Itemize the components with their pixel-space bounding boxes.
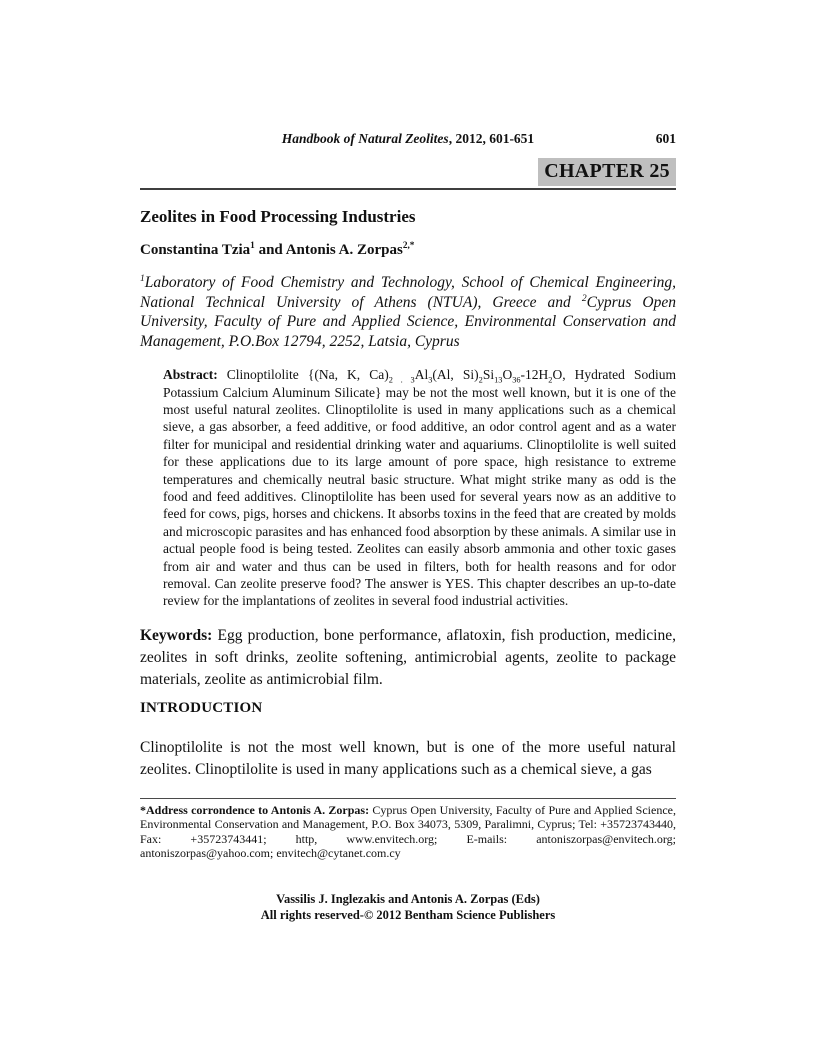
chapter-row [140, 158, 676, 186]
abstract [163, 366, 676, 610]
keywords-label: Keywords: [140, 626, 213, 644]
footnote-text: Cyprus Open University, Faculty of Pure and Applied Science, Environmental Conservation and Management, P.O. Box 34073, 5309, Paralimni, Cyprus; Tel: +35723743440, Fax: +35723743441; http, www.envitech.org; E-mails: antoniszorpas@envitech.org; antoniszorpas@yahoo.com; envitech@cytanet.com.cy [140, 802, 676, 861]
abstract-formula-sub6: 2 [548, 375, 553, 385]
abstract-formula-t4: Si [482, 367, 495, 383]
author-1: Constantina Tzia [140, 241, 251, 258]
page-number: 601 [655, 131, 676, 146]
abstract-formula-t2: Al [414, 367, 429, 383]
page-footer [140, 891, 676, 924]
keywords [140, 625, 676, 691]
authors-line [140, 241, 676, 261]
author-2: Antonis A. Zorpas [285, 241, 403, 258]
affiliation-2: Cyprus Open University, Faculty of Pure and Applied Science, Environmental Conservation and Management, P.O.Box 12794, 2252, Latsia, Cyprus [140, 293, 676, 350]
abstract-formula-t6: -12H [520, 367, 549, 383]
footer-editors: Vassilis J. Inglezakis and Antonis A. Zorpas (Eds) [276, 891, 540, 906]
abstract-formula-t5: O [502, 367, 513, 383]
chapter-badge: CHAPTER 25 [538, 158, 676, 186]
section-heading-introduction: INTRODUCTION [140, 699, 263, 716]
affiliation-1-superscript: 1 [140, 272, 145, 284]
abstract-formula-t3: (Al, Si) [432, 367, 479, 383]
abstract-formula-sub4: 13 [494, 375, 503, 385]
introduction-paragraph: Clinoptilolite is not the most well known, but is one of the more useful natural zeolites. Clinoptilolite is used in many applications such as a chemical sieve, a gas [140, 738, 676, 779]
footnote [140, 803, 676, 861]
keywords-text: Egg production, bone performance, aflatoxin, fish production, medicine, zeolites in soft drinks, zeolite softening, antimicrobial agents, zeolite to package materials, zeolite as antimicrobial film. [140, 626, 676, 688]
article-title: Zeolites in Food Processing Industries [140, 207, 416, 227]
header-rule [140, 188, 676, 190]
abstract-formula-sub5: 36 [512, 375, 521, 385]
running-header [140, 131, 676, 147]
abstract-formula-sub3: 2 [478, 375, 483, 385]
author-1-superscript: 1 [250, 240, 255, 251]
abstract-formula-t1: Clinoptilolite {(Na, K, Ca) [217, 367, 389, 383]
author-2-superscript: 2,* [402, 240, 415, 251]
abstract-label: Abstract: [163, 367, 218, 383]
authors-joiner: and [254, 241, 286, 258]
affiliation-2-superscript: 2 [581, 292, 587, 304]
abstract-formula-sub2: 3 [428, 375, 433, 385]
footer-rights: All rights reserved-© 2012 Bentham Science Publishers [260, 908, 556, 923]
affiliations [140, 273, 676, 351]
page-content [140, 131, 676, 923]
journal-issue-info: , 2012, 601-651 [448, 131, 535, 146]
footnote-rule [140, 798, 676, 799]
journal-title: Handbook of Natural Zeolites [281, 131, 449, 146]
abstract-formula-sub1: 2 . 3 [388, 375, 415, 385]
running-header-text [282, 131, 534, 146]
footnote-label: *Address corrondence to Antonis A. Zorpas: [140, 802, 370, 817]
abstract-body: O, Hydrated Sodium Potassium Calcium Aluminum Silicate} may be not the most well known, but it is one of the most useful natural zeolites. Clinoptilolite is used in many applications such as a chemical sieve, a gas absorber, a feed additive, or food additive, an odor control agent and as a water filter for municipal and residential drinking water and aquariums. Clinoptilolite is well suited for these applications due to its large amount of pore space, high resistance to extreme temperatures and chemically neutral basic structure. What might strike many as odd is the food and feed additives. Clinoptilolite has been used for several years now as an additive to feed for cows, pigs, horses and chickens. It absorbs toxins in the feed that are created by molds and microscopic parasites and has enhanced food absorption by these animals. A similar use in actual people food is being tested. Zeolites can easily absorb ammonia and other toxic gases from air and water and thus can be used in filters, both for health reasons and for odor removal. Can zeolite preserve food? The answer is YES. This chapter describes an up-to-date review for the implantations of zeolites in several food industrial activities. [163, 367, 676, 609]
affiliation-1: Laboratory of Food Chemistry and Technology, School of Chemical Engineering, National Technical University of Athens (NTUA), Greece and [140, 274, 676, 311]
